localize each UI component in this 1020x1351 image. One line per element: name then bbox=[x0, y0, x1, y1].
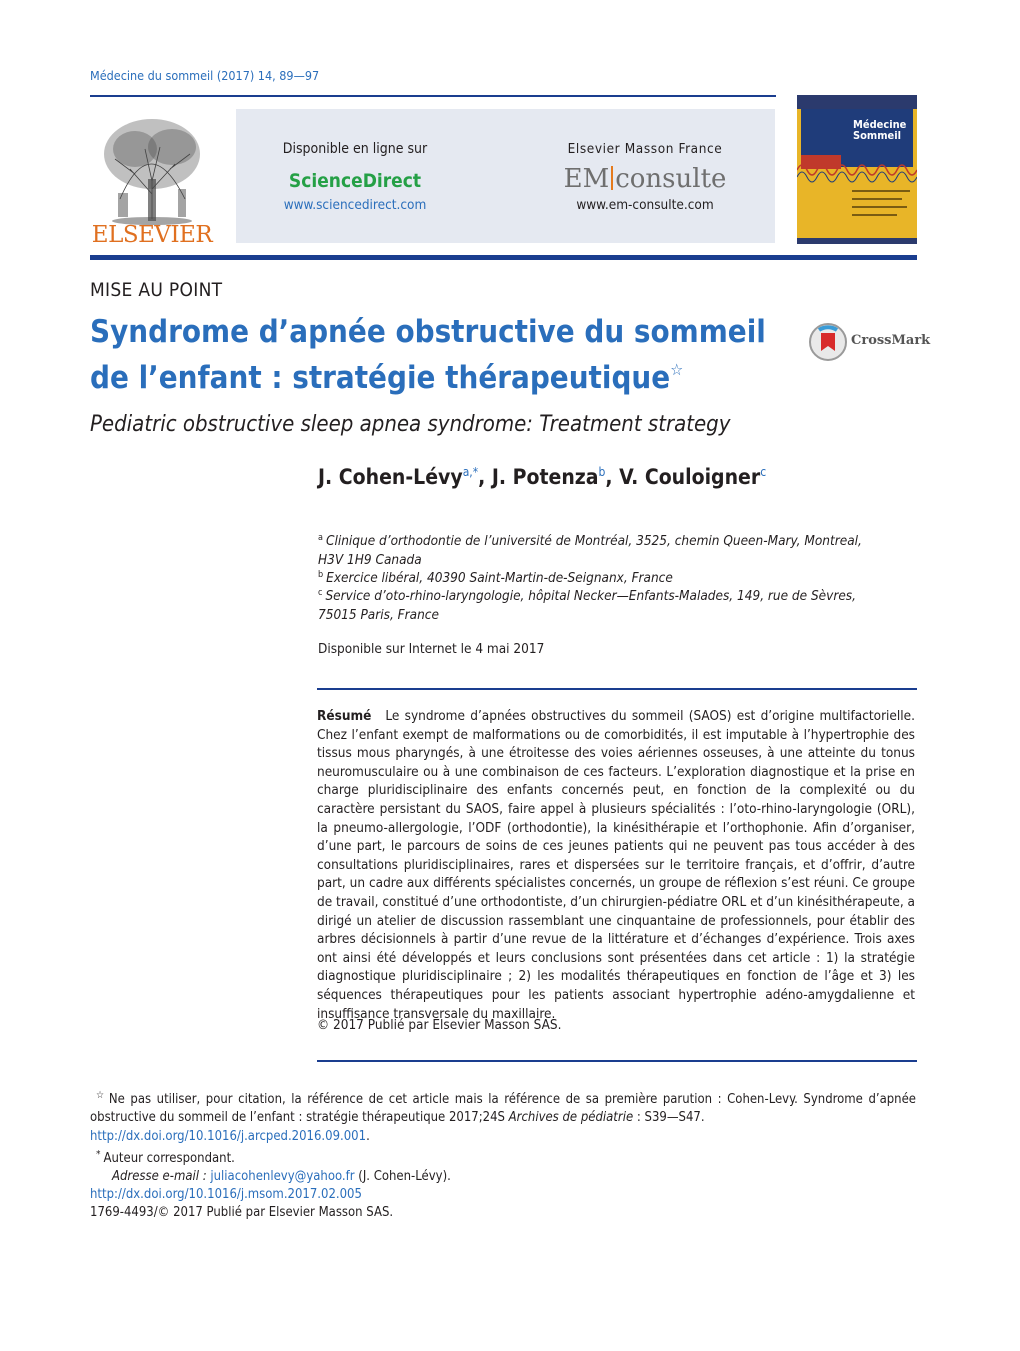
title-footnote-star[interactable]: ☆ bbox=[670, 360, 684, 379]
affiliation-a: $^a$ Clinique d’orthodontie de l’université de Montréal, 3525, chemin Queen-Mary, Montreal, H3V 1H9 Canada bbox=[318, 533, 862, 568]
cover-title: Médecine Sommeil bbox=[853, 118, 907, 142]
article-title-line2: de l’enfant : stratégie thérapeutique☆ bbox=[90, 360, 684, 396]
abstract-label: Résumé bbox=[317, 708, 372, 724]
crossmark-label: CrossMark bbox=[851, 333, 931, 348]
footnote-corresponding: * Auteur correspondant. bbox=[96, 1148, 235, 1166]
affiliation-b: $^b$ Exercice libéral, 40390 Saint-Martin-de-Seignanx, France bbox=[318, 570, 673, 586]
online-date: Disponible sur Internet le 4 mai 2017 bbox=[318, 641, 545, 657]
author-name: J. Cohen-Lévy bbox=[318, 465, 463, 489]
author-affiliation-mark[interactable]: a,* bbox=[462, 465, 479, 479]
sciencedirect-availability-label: Disponible en ligne sur bbox=[282, 141, 428, 157]
sciencedirect-link[interactable]: www.sciencedirect.com bbox=[283, 197, 427, 213]
footnote-first-publication: ☆ Ne pas utiliser, pour citation, la référence de cet article mais la référence de sa première parution : Cohen-Levy. Syndrome d’apnée obstructive du sommeil de l’enfant : stratégie thérapeutique 2017;24S Archives de pédiatrie : S39—S47. http://dx.doi.org/10.1016/j.arcped.2016.09.001. bbox=[90, 1090, 916, 1144]
banner-bottom-rule bbox=[90, 255, 917, 260]
em-logo-consulte: consulte bbox=[615, 164, 727, 194]
em-publisher-label: Elsevier Masson France bbox=[567, 141, 723, 157]
footnote-email: Adresse e-mail : juliacohenlevy@yahoo.fr (J. Cohen-Lévy). bbox=[112, 1169, 451, 1185]
article-doi-link[interactable]: http://dx.doi.org/10.1016/j.msom.2017.02.005 bbox=[90, 1187, 362, 1202]
cover-left-image bbox=[801, 109, 841, 167]
crossmark-icon bbox=[808, 321, 848, 363]
author-list: J. Cohen-Lévy$^{a,*}$, J. Potenza$^b$, V. Couloigner$^c$ bbox=[318, 465, 767, 489]
issn-copyright: 1769-4493/© 2017 Publié par Elsevier Masson SAS. bbox=[90, 1205, 394, 1220]
em-logo-em: EM bbox=[563, 164, 610, 194]
em-consulte-logo[interactable] bbox=[540, 164, 750, 194]
author-name: V. Couloigner bbox=[619, 465, 761, 489]
footnotes bbox=[90, 1087, 916, 1186]
abstract bbox=[317, 707, 915, 1023]
em-logo-divider bbox=[611, 166, 613, 190]
abstract-copyright: © 2017 Publié par Elsevier Masson SAS. bbox=[317, 1017, 562, 1033]
email-link[interactable]: juliacohenlevy@yahoo.fr bbox=[210, 1169, 355, 1185]
abstract-text: Le syndrome d’apnées obstructives du sommeil (SAOS) est d’origine multifactorielle. Chez l’enfant exempt de malformations ou de comorbidités, il est imputable à l’hypertrophie des tissus mous pharyngés, à une étroitesse des voies aériennes osseuses, à une atteinte du tonus neuromusculaire ou à une combinaison de ces facteurs. L’exploration diagnostique et la prise en charge pluridisciplinaire des enfants concernés peut, en fonction de la complexité ou du caractère persistant du SAOS, faire appel à plusieurs spécialités : l’oto-rhino-laryngologie (ORL), la pneumo-allergologie, l’ODF (orthodontie), la kinésithérapie et l’orthophonie. Afin d’organiser, d’une part, le parcours de soins de ces jeunes patients qui ne peuvent pas tous accéder à des consultations pluridisciplinaires, rares et dispersées sur le territoire français, et d’offrir, d’autre part, un cadre aux différents spécialistes concernés, un groupe de réflexion s’est réuni. Ce groupe de travail, constitué d’une orthodontiste, d’un chirurgien-pédiatre ORL et d’un kinésithérapeute, a dirigé un atelier de discussion rassemblant une cinquantaine de professionnels, pour établir des arbres décisionnels à partir d’une revue de la littérature et d’échanges d’expérience. Trois axes ont ainsi été développés et leurs conclusions sont présentées dans cet article : 1) la stratégie diagnostique pluridisciplinaire ; 2) les modalités thérapeutiques en fonction de l’âge et 3) les séquences thérapeutiques pour les patients associant hypertrophie adéno-amygdalienne et insuffisance transversale du maxillaire. bbox=[317, 708, 915, 1022]
em-consulte-link[interactable]: www.em-consulte.com bbox=[576, 197, 714, 213]
footnote-journal: Archives de pédiatrie bbox=[508, 1110, 634, 1126]
author-name: J. Potenza bbox=[491, 465, 599, 489]
cover-top-band bbox=[797, 95, 917, 109]
abstract-top-rule bbox=[317, 688, 917, 690]
sciencedirect-logo[interactable]: ScienceDirect bbox=[288, 170, 422, 192]
footnote-doi-link[interactable]: http://dx.doi.org/10.1016/j.arcped.2016.09.001 bbox=[90, 1128, 367, 1144]
abstract-bottom-rule bbox=[317, 1060, 917, 1062]
header-rule bbox=[90, 95, 776, 97]
article-title bbox=[90, 314, 790, 397]
affiliation-c: $^c$ Service d’oto-rhino-laryngologie, hôpital Necker—Enfants-Malades, 149, rue de Sèvres, 75015 Paris, France bbox=[318, 588, 856, 623]
elsevier-wordmark: ELSEVIER bbox=[91, 222, 213, 248]
author-affiliation-mark[interactable]: c bbox=[760, 465, 767, 479]
article-title-line1: Syndrome d’apnée obstructive du sommeil bbox=[90, 314, 766, 350]
article-category: MISE AU POINT bbox=[90, 279, 223, 301]
crossmark-badge[interactable] bbox=[808, 321, 931, 363]
author-affiliation-mark[interactable]: b bbox=[598, 465, 606, 479]
journal-cover bbox=[797, 95, 917, 244]
journal-citation[interactable]: Médecine du sommeil (2017) 14, 89—97 bbox=[90, 68, 320, 83]
english-title: Pediatric obstructive sleep apnea syndrome: Treatment strategy bbox=[90, 412, 731, 437]
